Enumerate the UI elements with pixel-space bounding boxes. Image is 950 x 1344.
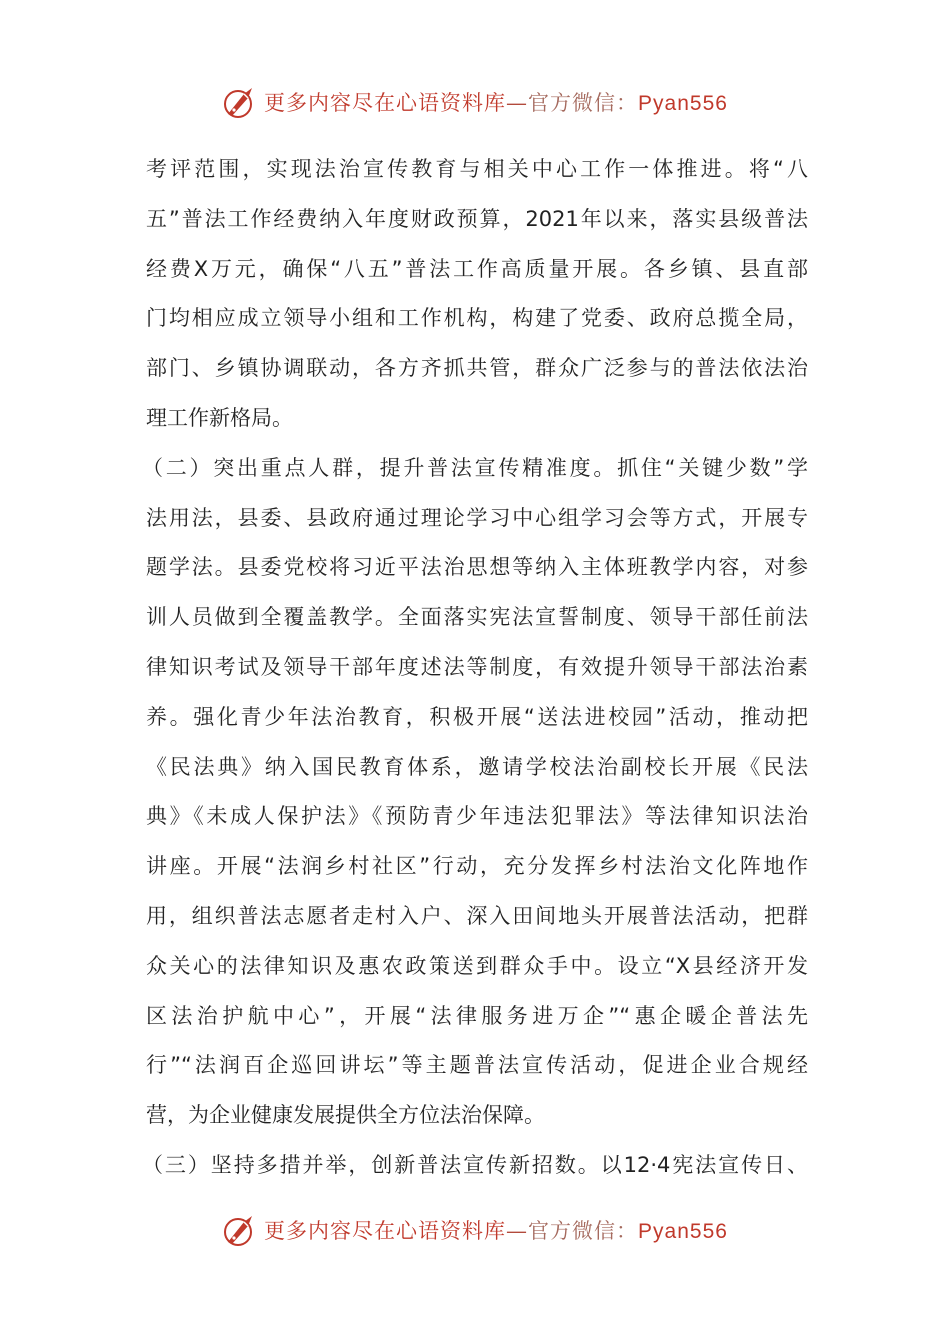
body-line: 用，组织普法志愿者走村入户、深入田间地头开展普法活动，把群	[146, 903, 808, 928]
body-line: 训人员做到全覆盖教学。全面落实宪法宣誓制度、领导干部任前法	[146, 605, 808, 630]
pen-nib-logo-icon	[222, 84, 258, 120]
body-line: 《民法典》纳入国民教育体系，邀请学校法治副校长开展《民法	[146, 754, 808, 779]
body-line: 养。强化青少年法治教育，积极开展“送法进校园”活动，推动把	[146, 704, 808, 729]
section-heading-line: （二）突出重点人群，提升普法宣传精准度。抓住“关键少数”学	[142, 455, 808, 480]
body-line: 考评范围，实现法治宣传教育与相关中心工作一体推进。将“八	[146, 157, 808, 181]
body-line: 行”“法润百企巡回讲坛”等主题普法宣传活动，促进企业合规经	[146, 1053, 808, 1078]
body-line: 门均相应成立领导小组和工作机构，构建了党委、政府总揽全局，	[146, 306, 808, 331]
watermark-wechat-id: Pyan556	[638, 92, 728, 115]
body-line: 五”普法工作经费纳入年度财政预算，2021年以来，落实县级普法	[146, 206, 808, 231]
body-line: 理工作新格局。	[146, 405, 293, 430]
pen-nib-logo-icon	[222, 1212, 258, 1248]
watermark-text	[264, 87, 728, 117]
body-line: 题学法。县委党校将习近平法治思想等纳入主体班教学内容，对参	[146, 555, 808, 580]
body-line: 律知识考试及领导干部年度述法等制度，有效提升领导干部法治素	[146, 654, 808, 679]
body-line: 典》《未成人保护法》《预防青少年违法犯罪法》等法律知识法治	[146, 804, 808, 829]
body-line: 法用法，县委、县政府通过理论学习中心组学习会等方式，开展专	[146, 505, 808, 530]
watermark-dash: —	[506, 1219, 529, 1243]
header-watermark-banner	[0, 82, 950, 122]
body-line: 区法治护航中心”，开展“法律服务进万企”“惠企暖企普法先	[146, 1003, 808, 1028]
body-line: 众关心的法律知识及惠农政策送到群众手中。设立“X县经济开发	[146, 953, 808, 978]
watermark-wechat-label: 官方微信：	[528, 91, 639, 115]
watermark-lead-text: 更多内容尽在心语资料库	[264, 91, 507, 115]
body-line: 营，为企业健康发展提供全方位法治保障。	[146, 1103, 545, 1128]
watermark-wechat-label: 官方微信：	[528, 1219, 639, 1243]
watermark-dash: —	[506, 91, 529, 115]
document-body	[142, 145, 808, 1191]
footer-watermark-banner	[0, 1210, 950, 1250]
watermark-lead-text: 更多内容尽在心语资料库	[264, 1219, 507, 1243]
watermark-text	[264, 1215, 728, 1245]
body-line: 讲座。开展“法润乡村社区”行动，充分发挥乡村法治文化阵地作	[146, 854, 808, 879]
body-line: 部门、乡镇协调联动，各方齐抓共管，群众广泛参与的普法依法治	[146, 356, 808, 381]
section-heading-line: （三）坚持多措并举，创新普法宣传新招数。以12·4宪法宣传日、	[142, 1152, 808, 1177]
body-line: 经费X万元，确保“八五”普法工作高质量开展。各乡镇、县直部	[146, 256, 808, 281]
watermark-wechat-id: Pyan556	[638, 1220, 728, 1243]
